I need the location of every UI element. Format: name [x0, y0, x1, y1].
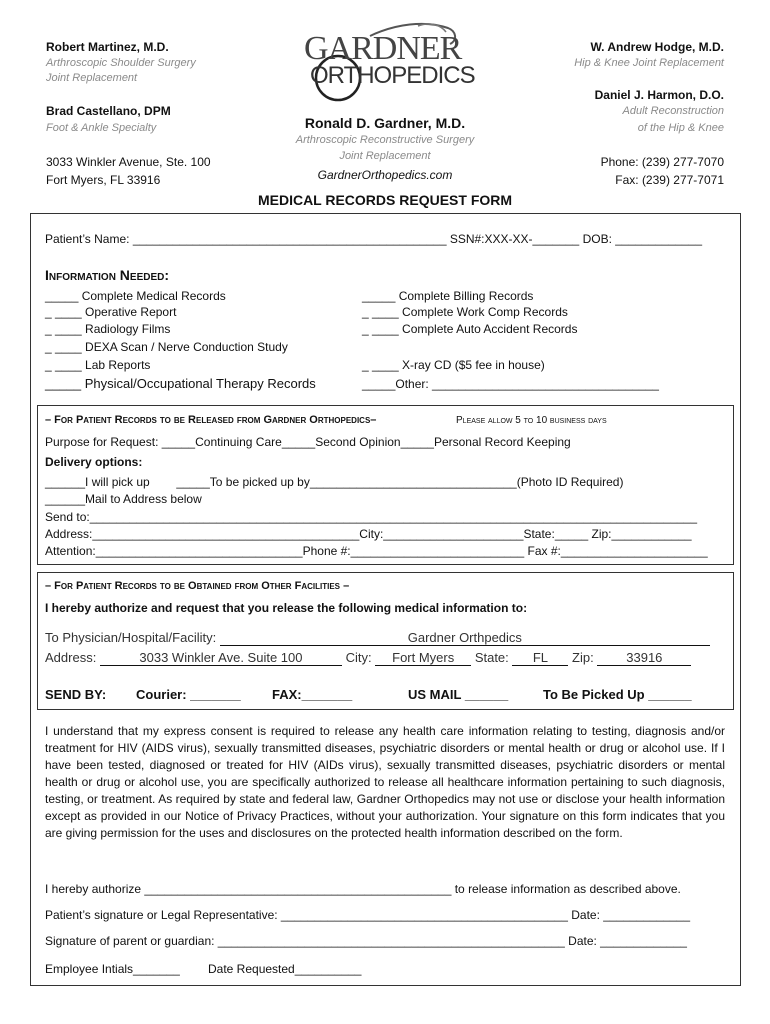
- zip-input[interactable]: 33916: [597, 650, 691, 666]
- authorize-release-line[interactable]: I hereby authorize ______________________________________________ to release information as described above.: [45, 882, 681, 896]
- form-title: MEDICAL RECORDS REQUEST FORM: [257, 192, 513, 208]
- doctor-specialty: Adult Reconstruction: [622, 105, 724, 117]
- courier-option[interactable]: Courier: _______: [136, 687, 241, 702]
- checklist-item[interactable]: _____ Complete Medical Records: [45, 289, 226, 303]
- employee-initials-field[interactable]: Employee Intials_______: [45, 962, 180, 976]
- consent-paragraph: I understand that my express consent is required to release any health care information relating to testing, diagnosis and/or treatment for HIV (AIDS virus), sexually transmitted diseases, psychiatric disorders or mental health or drug or alcohol use. If I have been tested, diagnosed or treated for HIV (AIDs virus), sexually transmitted diseases, psychiatric disorders or mental health or drug or alcohol use, you are specifically authorized to release all healthcare information pertaining to such diagnosis, testing, or treatment. As required by state and federal law, Gardner Orthopedics may not use or disclose your health information except as provided in our Notice of Privacy Practices, without your authorization. Your signature on this form indicates that you are giving permission for the uses and disclosures on the protected health information described on the form.: [45, 724, 725, 840]
- office-address-line2: Fort Myers, FL 33916: [46, 173, 161, 187]
- zip-label: Zip:: [572, 650, 594, 665]
- facility-label: To Physician/Hospital/Facility:: [45, 630, 217, 645]
- facility-field: [45, 630, 710, 646]
- purpose-line[interactable]: Purpose for Request: _____Continuing Care_____Second Opinion_____Personal Record Keeping: [45, 435, 571, 449]
- checklist-item[interactable]: _____ Physical/Occupational Therapy Records: [45, 376, 316, 391]
- checklist-item[interactable]: _ ____ X-ray CD ($5 fee in house): [362, 358, 545, 372]
- guardian-signature-line[interactable]: Signature of parent or guardian: ____________________________________________________ Date: _____________: [45, 934, 687, 948]
- checklist-item[interactable]: _ ____ DEXA Scan / Nerve Conduction Study: [45, 340, 288, 354]
- mail-line[interactable]: ______Mail to Address below: [45, 492, 202, 506]
- doctor-specialty: Foot & Ankle Specialty: [46, 122, 157, 134]
- fax-option[interactable]: FAX:_______: [272, 687, 353, 702]
- doctor-name-harmon: Daniel J. Harmon, D.O.: [594, 88, 724, 102]
- practice-logo: [300, 18, 475, 104]
- doctor-specialty: Hip & Knee Joint Replacement: [574, 57, 724, 69]
- info-needed-heading: Information Needed:: [45, 267, 170, 283]
- website-link[interactable]: GardnerOrthopedics.com: [317, 168, 453, 182]
- logo-text-gardner: GARDNER: [304, 30, 462, 67]
- office-address-line1: 3033 Winkler Avenue, Ste. 100: [46, 155, 211, 169]
- checklist-item[interactable]: _ ____ Complete Work Comp Records: [362, 305, 568, 319]
- doctor-specialty: Joint Replacement: [339, 150, 431, 162]
- authorize-request-text: I hereby authorize and request that you release the following medical information to:: [45, 601, 528, 615]
- checklist-item[interactable]: _ ____ Complete Auto Accident Records: [362, 322, 578, 336]
- attention-line[interactable]: Attention:_______________________________Phone #:__________________________ Fax #:______________________: [45, 544, 708, 558]
- pickup-line[interactable]: ______I will pick up _____To be picked up by_______________________________(Photo ID Required): [45, 475, 624, 489]
- send-to-line[interactable]: Send to:___________________________________________________________________________________________: [45, 510, 698, 524]
- checklist-item[interactable]: _____Other: __________________________________: [362, 377, 659, 391]
- released-note: Please allow 5 to 10 business days: [456, 415, 607, 426]
- office-fax: Fax: (239) 277-7071: [615, 173, 724, 187]
- released-heading: – For Patient Records to be Released from Gardner Orthopedics–: [45, 414, 377, 426]
- doctor-name-castellano: Brad Castellano, DPM: [46, 104, 171, 118]
- doctor-specialty: Joint Replacement: [46, 72, 138, 84]
- checklist-item[interactable]: _ ____ Operative Report: [45, 305, 177, 319]
- us-mail-option[interactable]: US MAIL ______: [408, 687, 509, 702]
- city-label: City:: [345, 650, 372, 665]
- doctor-name-hodge: W. Andrew Hodge, M.D.: [590, 40, 724, 54]
- checklist-item[interactable]: _ ____ Lab Reports: [45, 358, 151, 372]
- checklist-item[interactable]: _ ____ Radiology Films: [45, 322, 171, 336]
- checklist-item[interactable]: _____ Complete Billing Records: [362, 289, 534, 303]
- send-by-label: SEND BY:: [45, 687, 107, 702]
- state-input[interactable]: FL: [512, 650, 568, 666]
- doctor-specialty: of the Hip & Knee: [637, 122, 724, 134]
- address-line[interactable]: Address:________________________________________City:_____________________State:_____ Zip:____________: [45, 527, 692, 541]
- doctor-specialty: Arthroscopic Reconstructive Surgery: [295, 134, 475, 146]
- doctor-name-gardner: Ronald D. Gardner, M.D.: [304, 115, 466, 131]
- logo-text-orthopedics: ORTHOPEDICS: [310, 62, 475, 89]
- city-input[interactable]: Fort Myers: [375, 650, 471, 666]
- obtain-address-field: [45, 650, 691, 666]
- office-phone: Phone: (239) 277-7070: [600, 155, 724, 169]
- state-label: State:: [474, 650, 509, 665]
- address-label: Address:: [45, 650, 97, 665]
- patient-info-line[interactable]: Patient’s Name: _______________________________________________ SSN#:XXX-XX-_______ DOB: _____________: [45, 232, 702, 246]
- delivery-label: Delivery options:: [45, 455, 143, 469]
- doctor-name-martinez: Robert Martinez, M.D.: [46, 40, 169, 54]
- date-requested-field[interactable]: Date Requested__________: [208, 962, 362, 976]
- address-input[interactable]: 3033 Winkler Ave. Suite 100: [100, 650, 342, 666]
- obtained-heading: – For Patient Records to be Obtained from Other Facilities –: [45, 580, 350, 592]
- facility-input[interactable]: Gardner Orthpedics: [220, 630, 710, 646]
- patient-signature-line[interactable]: Patient’s signature or Legal Representative: ___________________________________________ Date: _____________: [45, 908, 691, 922]
- doctor-specialty: Arthroscopic Shoulder Surgery: [46, 57, 196, 69]
- picked-up-option[interactable]: To Be Picked Up ______: [543, 687, 692, 702]
